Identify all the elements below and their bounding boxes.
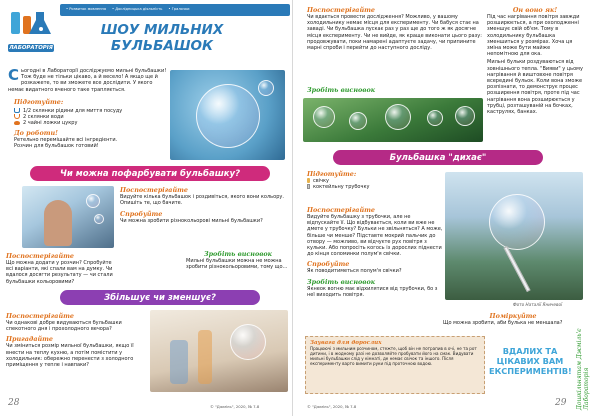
observe-text: Чи вдається провести дослідження? Можливо, у вашому холодильнику немає місця для експерименту. Чи бабуся стає на заваді. Чи бульбашка лускає раз у раз ще до того ж як досягне місця експерименту. Чи не вийде, як краще виконати цього разу: продовжувати, поки намарені адаптуєте задачу, чи припините марні спроби і перейти до наступного досліду. — [307, 14, 482, 52]
observe-section-3 — [6, 312, 146, 368]
bubble-photo — [170, 70, 285, 160]
intro-dropcap: С — [8, 66, 20, 84]
remember-section — [443, 312, 583, 326]
observe-header: Поспостерігайте — [307, 206, 375, 214]
observe-header: Поспостерігайте — [6, 252, 74, 260]
observe-text: Видуйте бульбашку з трубочки, але не відпускайте її. Що відбувається, коли ви вже не дмете у трубочку? Бульки не звільняться? А може, більше чи менше? Підставте мокрий пальчик до отвору — можливо, ви відчуєте рух повітря з кульки. Або попросіть когось із дорослих піднести до кінця соломинки полум'я свічки. — [307, 214, 443, 258]
flask-image — [198, 330, 212, 384]
tag-bar — [60, 4, 290, 16]
observe-section — [307, 6, 483, 51]
section-banner-paint: Чи можна пофарбувати бульбашку? — [30, 166, 270, 181]
do-text: Ретельно перемішайте всі інгредієнти. Розчин для бульбашок готовий! — [14, 136, 118, 149]
promo-line: ЦІКАВИХ ВАМ — [496, 356, 564, 366]
conclusion-header: Зробіть висновок — [307, 86, 376, 94]
section-banner-size: Збільшує чи зменшує? — [60, 290, 260, 305]
aha-text-2: Мильні бульки роздуваються від зовнішнього тепла. "Вияви" у цьому нагрівання й виштовхне повітря всередині бульок. Коли вона зможе розпізнати, то демонструє процес розширення повітря, проте під час нагрівання вона розширюється у трубці, розташуваній на бочках, каструлях, банках. — [487, 59, 583, 116]
observe-section-2 — [307, 206, 443, 298]
prepare-section — [307, 170, 427, 190]
flask-icon — [8, 10, 54, 40]
observe-text: Чи однакові добре видуваються бульбашки спекотного дня і прохолодного вечора? — [6, 320, 122, 333]
straw-icon — [307, 184, 310, 189]
spoon-icon — [14, 121, 20, 125]
remember-text: Чи зміниться розмір мильної бульбашки, якщо її внести на теплу кухню, а потім помістити у холодильник: обережно перенести з холодного приміщення у тепле і навпаки? — [6, 343, 134, 369]
remember-header: Пригадайте — [6, 335, 53, 344]
prepare-item: 2 чайні ложки цукру — [14, 120, 164, 126]
try-text: Чи можна зробити різнокольорові мильні бульбашки? — [120, 218, 263, 225]
left-page — [0, 0, 293, 416]
prepare-item: коктейльну трубочку — [307, 184, 427, 190]
page-title: ШОУ МИЛЬНИХ БУЛЬБАШОК — [100, 22, 224, 54]
promo-text — [489, 346, 571, 376]
observe-header: Поспостерігайте — [307, 6, 375, 14]
aha-section — [487, 6, 583, 115]
conclusion-text: Мильні бульбашки можна не можна зробити різнокольоровими, тому що… — [186, 258, 288, 271]
conclusion-text: Якнеок вогню має відхилятися від трубочки, бо з неї виходить повітря. — [307, 285, 438, 298]
try-text: Як поводитиметься полум'я свічки? — [307, 268, 402, 275]
laboratory-logo — [8, 10, 54, 51]
prepare-header: Підготуйте: — [14, 98, 64, 106]
logo-text: ЛАБОРАТОРІЯ — [9, 45, 53, 51]
glass-icon — [14, 108, 20, 113]
observe-text: Видуйте кілька бульбашок і роздивіться, якого вони кольору. Опишіть те, що бачите. — [120, 194, 284, 207]
bubbles-strip-photo — [303, 98, 483, 142]
aha-text: Під час нагрівання повітря завжди розширюється, а при охолодженні зменшує свій об'єм. Тому в холодильнику бульбашка зменшиться у розмірах. Хоча ця зміна може бути майже непомітною для ока. — [487, 14, 580, 58]
bubble-image — [86, 194, 100, 208]
intro-text: ьогодні в Лабораторії досліджуємо мильні бульбашки! Тож буде не тільки цікаво, а й весело! А якщо ще й розкажете, то ви зможете все дослідити. У якого немає видатного вченого таке трапляється. — [8, 68, 167, 93]
do-header: До роботи! — [14, 128, 58, 137]
prepare-section — [14, 98, 164, 149]
tag-item: • Дослідницька діяльність — [112, 7, 163, 12]
prepare-header: Підготуйте: — [307, 170, 357, 178]
bubble-image — [196, 84, 260, 148]
bubble-image — [455, 106, 475, 126]
aha-header: Он воно як! — [512, 6, 558, 14]
observe-section — [120, 186, 288, 225]
prepare-item: 2 склянки води — [14, 114, 164, 120]
conclusion-header: Зробіть висновок — [307, 277, 376, 286]
tag-item: • Гралочки — [168, 7, 190, 12]
section-banner-breath: Бульбашка "дихає" — [333, 150, 543, 165]
remember-header: Поміркуйте — [489, 312, 537, 320]
straw-image — [503, 246, 530, 292]
lab-photo — [150, 310, 288, 392]
adult-notes — [305, 336, 485, 394]
observe-header: Поспостерігайте — [6, 312, 74, 320]
bubble-image — [94, 214, 104, 224]
bubble-image — [230, 324, 266, 360]
conclusion-header: Зробіть висновок — [203, 250, 273, 258]
photo-credit: Фото Наталії Яничевої — [513, 302, 563, 307]
page-footer: © "Джміль", 2020, № 7-8 — [210, 404, 260, 409]
straw-bubble-photo — [445, 172, 583, 300]
right-page — [293, 0, 590, 416]
bubble-image — [258, 80, 274, 96]
candle-icon — [307, 178, 310, 183]
child-photo — [22, 186, 114, 248]
flask-image — [170, 340, 188, 384]
child-figure — [44, 200, 72, 246]
remember-text: Що можна зробити, аби булька не меншала? — [443, 320, 563, 326]
notes-text: Працюючі з мильним розчином, стежте, щоб він не потрапив в очі, не та рот дитини, і в жодному разі не дозволяйте пробувати його на смак. Видувати мильні бульбашки слід у кімнаті, де немає свічок та іншого. Після експерименту варто вимити руки під проточною водою. — [310, 346, 477, 366]
try-header: Спробуйте — [307, 260, 350, 269]
page-number: 29 — [555, 398, 567, 408]
bubble-image — [427, 110, 443, 126]
bubble-image — [313, 106, 335, 128]
observe-section-2 — [6, 252, 118, 285]
try-header: Спробуйте — [120, 210, 163, 219]
conclusion-section — [186, 250, 290, 270]
intro-paragraph — [8, 68, 168, 93]
tag-item: • Розвиток мовлення — [66, 7, 106, 12]
page-number: 28 — [8, 398, 20, 408]
cup-icon — [14, 114, 20, 119]
bubble-image — [349, 112, 367, 130]
prepare-item: свічку — [307, 178, 427, 184]
bubble-image — [489, 194, 545, 250]
promo-line: ЕКСПЕРИМЕНТІВ! — [489, 366, 572, 376]
notes-header: Заувага для дорослих — [310, 340, 382, 346]
observe-header: Поспостерігайте — [120, 186, 188, 194]
prepare-item: 1/2 склянки рідини для миття посуду — [14, 108, 164, 114]
bubble-image — [385, 104, 411, 130]
promo-line: ВДАЛИХ ТА — [502, 346, 558, 356]
page-footer: © "Джміль", 2020, № 7-8 — [307, 404, 357, 409]
vertical-side-text: Дошкільнятам Джміль'є Лабораторія — [576, 328, 590, 410]
observe-text: Що можна додати у розчин? Спробуйте всі варіанти, які спали вам на думку. Чи вдалося досягти результату — чи стали бульбашки кольоровими? — [6, 260, 113, 285]
